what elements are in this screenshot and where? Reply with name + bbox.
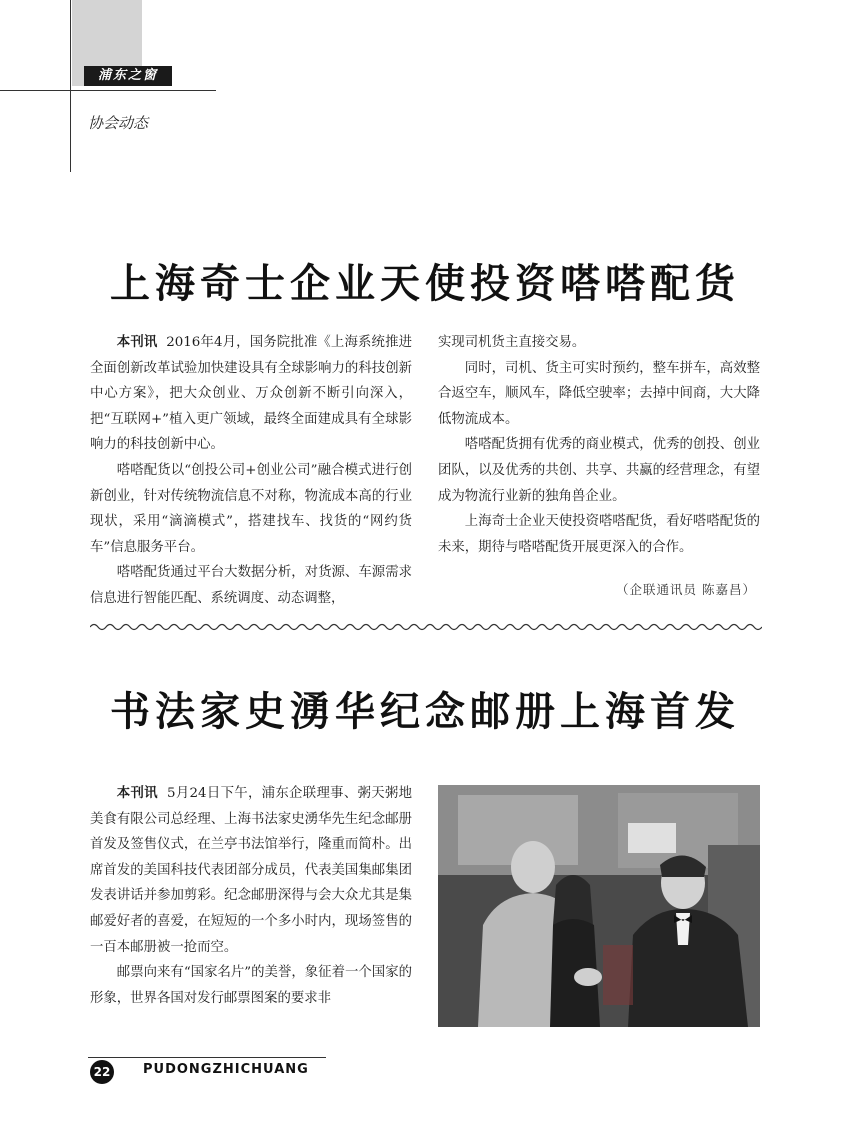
- article1-column-left: [90, 330, 412, 612]
- article1-credit: （企联通讯员 陈嘉昌）: [616, 582, 756, 597]
- header-vertical-rule: [70, 0, 71, 172]
- paragraph: 实现司机货主直接交易。: [438, 335, 586, 350]
- article2-lead: 本刊讯: [116, 786, 158, 801]
- footer-rule: [88, 1057, 326, 1058]
- article1-lead: 本刊讯: [116, 335, 158, 350]
- event-photo: [438, 785, 760, 1027]
- page-number: 22: [90, 1060, 114, 1084]
- paragraph: 嗒嗒配货拥有优秀的商业模式，优秀的创投、创业团队，以及优秀的共创、共享、共赢的经营理念，有望成为物流行业新的独角兽企业。: [438, 437, 760, 504]
- header-horizontal-rule: [0, 90, 216, 91]
- paragraph-text: 2016年4月，国务院批准《上海系统推进全面创新改革试验加快建设具有全球影响力的科技创新中心方案》，把大众创业、万众创新不断引向深入，把“互联网+”植入更广领域，最终全面建成具有全球影响力的科技创新中心。: [90, 335, 412, 453]
- article2-column-left: [90, 781, 412, 1011]
- paragraph-text: 5月24日下午，浦东企联理事、粥天粥地美食有限公司总经理、上海书法家史湧华先生纪念邮册首发及签售仪式，在兰亭书法馆举行，隆重而简朴。出席首发的美国科技代表团部分成员，代表美国集邮集团发表讲话并参加剪彩。纪念邮册深得与会大众尤其是集邮爱好者的喜爱，在短短的一个多小时内，现场签售的一百本邮册被一抢而空。: [90, 786, 413, 955]
- paragraph: 上海奇士企业天使投资嗒嗒配货，看好嗒嗒配货的未来，期待与嗒嗒配货开展更深入的合作。: [438, 514, 760, 555]
- paragraph: 嗒嗒配货通过平台大数据分析，对货源、车源需求信息进行智能匹配、系统调度、动态调整，: [90, 565, 412, 606]
- wavy-divider: [90, 620, 762, 634]
- paragraph: 嗒嗒配货以“创投公司+创业公司”融合模式进行创新创业，针对传统物流信息不对称，物流成本高的行业现状，采用“滴滴模式”，搭建找车、找货的“网约货车”信息服务平台。: [90, 462, 412, 555]
- paragraph: [90, 781, 412, 960]
- paragraph: [90, 330, 412, 458]
- magazine-logo: 浦东之窗: [84, 66, 172, 86]
- section-label: 协会动态: [88, 114, 149, 132]
- paragraph: 邮票向来有“国家名片”的美誉，象征着一个国家的形象，世界各国对发行邮票图案的要求非: [90, 965, 412, 1006]
- paragraph: 同时，司机、货主可实时预约，整车拼车，高效整合返空车，顺风车，降低空驶率；去掉中间商，大大降低物流成本。: [438, 360, 760, 427]
- article1-column-right: [438, 330, 760, 560]
- article1-title: 上海奇士企业天使投资嗒嗒配货: [110, 260, 740, 307]
- article2-title: 书法家史湧华纪念邮册上海首发: [110, 688, 740, 735]
- footer-brand: PUDONGZHICHUANG: [143, 1062, 309, 1077]
